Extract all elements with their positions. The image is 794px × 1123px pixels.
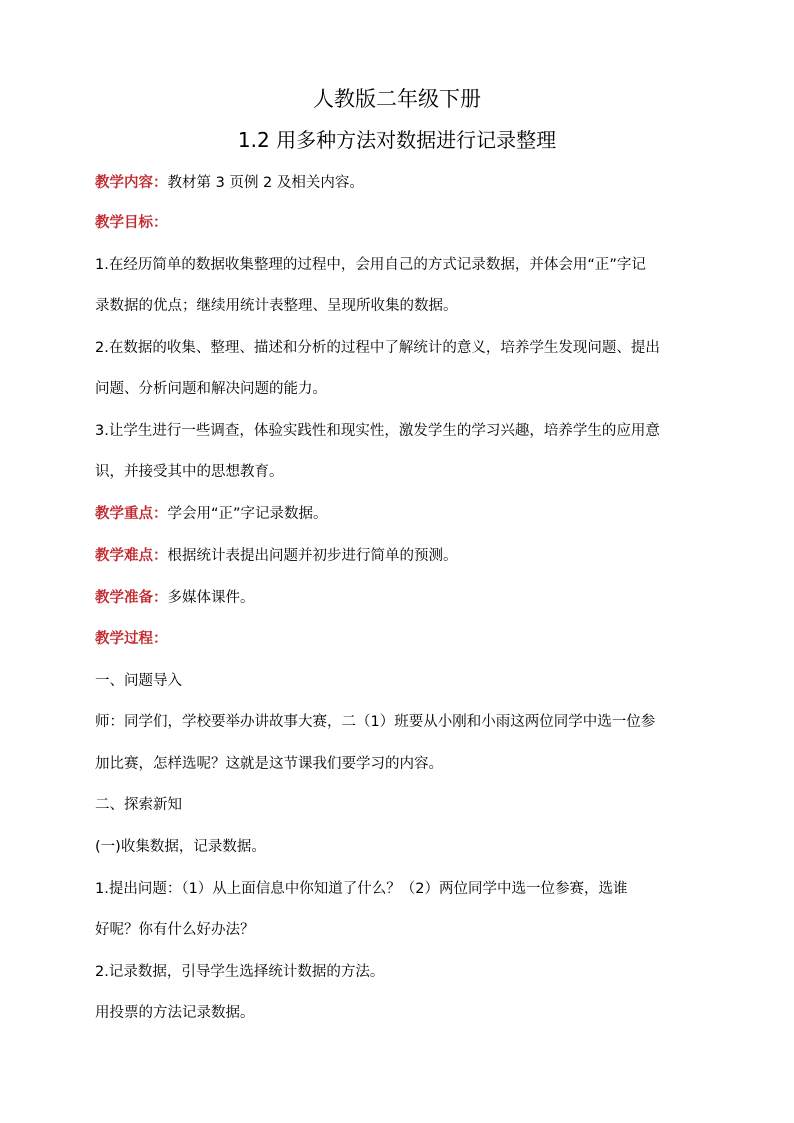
- part2-heading: 二、探索新知: [95, 797, 182, 813]
- part1-line1: 师：同学们，学校要举办讲故事大赛，二（1）班要从小刚和小雨这两位同学中选一位参: [95, 714, 656, 730]
- difficulty-line: [95, 546, 715, 566]
- goals-label: 教学目标：: [95, 215, 168, 231]
- difficulty-text: 根据统计表提出问题并初步进行简单的预测。: [167, 548, 458, 564]
- goal2-line1: 2.在数据的收集、整理、描述和分析的过程中了解统计的意义，培养学生发现问题、提出: [95, 340, 660, 356]
- step1-line2: 好呢？你有什么好办法？: [95, 922, 255, 938]
- content-label: 教学内容：: [95, 175, 168, 191]
- document-title: 人教版二年级下册: [313, 87, 481, 111]
- process-label: 教学过程：: [95, 631, 168, 647]
- goal1-line2: 录数据的优点；继续用统计表整理、呈现所收集的数据。: [95, 298, 458, 314]
- goal3-line2: 识，并接受其中的思想教育。: [95, 464, 284, 480]
- difficulty-label: 教学难点：: [95, 548, 168, 564]
- goal2-line2: 问题、分析问题和解决问题的能力。: [95, 381, 327, 397]
- preparation-label: 教学准备：: [95, 590, 168, 606]
- goal3-line1: 3.让学生进行一些调查，体验实践性和现实性，激发学生的学习兴趣，培养学生的应用意: [95, 423, 660, 439]
- process-heading: [95, 629, 715, 649]
- step2-line1: 2.记录数据，引导学生选择统计数据的方法。: [95, 964, 385, 980]
- step2-line2: 用投票的方法记录数据。: [95, 1005, 255, 1021]
- step1-line1: 1.提出问题：（1）从上面信息中你知道了什么？（2）两位同学中选一位参赛，选谁: [95, 881, 628, 897]
- goals-heading: [95, 213, 715, 233]
- preparation-text: 多媒体课件。: [167, 590, 255, 606]
- goal1-line1: 1.在经历简单的数据收集整理的过程中，会用自己的方式记录数据，并体会用“正”字记: [95, 257, 646, 273]
- lesson-subtitle: 1.2 用多种方法对数据进行记录整理: [237, 128, 557, 152]
- part1-heading: 一、问题导入: [95, 673, 182, 689]
- key-label: 教学重点：: [95, 506, 168, 522]
- content-text: 教材第 3 页例 2 及相关内容。: [167, 175, 364, 191]
- content-line: [95, 173, 715, 193]
- key-text: 学会用“正”字记录数据。: [167, 506, 328, 522]
- part2-sub1: (一)收集数据，记录数据。: [95, 839, 266, 855]
- preparation-line: [95, 588, 715, 608]
- key-line: [95, 504, 715, 524]
- part1-line2: 加比赛，怎样选呢？这就是这节课我们要学习的内容。: [95, 756, 443, 772]
